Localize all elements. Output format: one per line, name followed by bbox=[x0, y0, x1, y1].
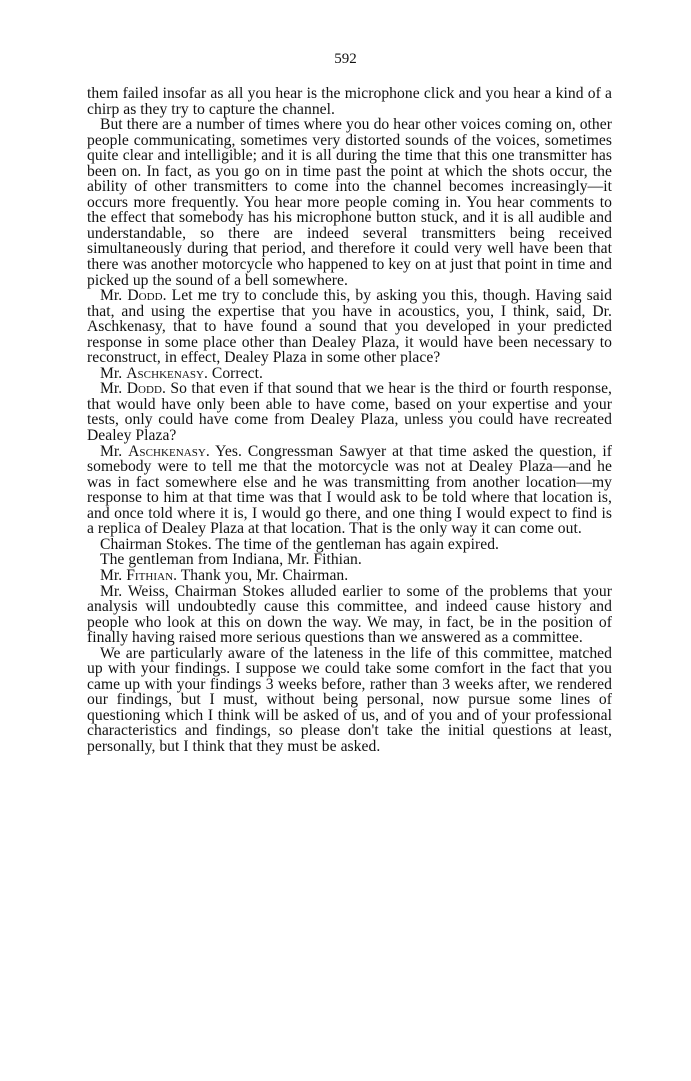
paragraph-text: . Thank you, Mr. Chairman. bbox=[173, 566, 349, 584]
paragraph-text: . Correct. bbox=[203, 364, 263, 382]
speaker-name: Dodd bbox=[126, 380, 162, 398]
speaker-prefix: Mr. bbox=[100, 364, 127, 382]
paragraph-text: . So that even if that sound that we hear is the third or fourth response, that would have only been able to have come, based on your expertise and your tests, only could have come from Dealey Plaza, unless you could have recreated Dealey Plaza? bbox=[87, 380, 612, 445]
paragraph-text: The gentleman from Indiana, Mr. Fithian. bbox=[100, 551, 362, 569]
transcript-body bbox=[87, 86, 612, 755]
paragraph-aschkenasy-correct bbox=[87, 366, 612, 382]
paragraph-aschkenasy-answer bbox=[87, 444, 612, 537]
speaker-prefix: Mr. bbox=[100, 442, 129, 460]
speaker-name: Fithian bbox=[126, 566, 174, 584]
paragraph-text: Chairman Stokes. The time of the gentleman has again expired. bbox=[100, 535, 499, 553]
page-number: 592 bbox=[334, 51, 357, 67]
paragraph-text: But there are a number of times where you do hear other voices coming on, other people communicating, sometimes very distorted sounds of the voices, sometimes quite clear and intelligible; and it is all during the time that this one transmitter has been on. In fact, as you go on in time past the point at which the shots occur, the ability of other transmitters to come into the channel becomes increasingly—it occurs more frequently. You hear more people coming in. You hear comments to the effect that somebody has his microphone button stuck, and it is all audible and understandable, so there are indeed several transmitters being received simultaneously during that period, and therefore it could very well have been that there was another motorcycle who happened to key on at just that point in time and picked up the sound of a bell somewhere. bbox=[87, 116, 612, 289]
speaker-name: Dodd bbox=[127, 287, 163, 305]
paragraph-fithian-thanks bbox=[87, 568, 612, 584]
speaker-name: Aschkenasy bbox=[128, 442, 206, 460]
paragraph-text: . Let me try to conclude this, by asking you this, though. Having said that, and using the expertise that you have in acoustics, you, I think, said, Dr. Aschkenasy, that to have found a sound that you developed in your predicted response in some place other than Dealey Plaza, it would have been necessary to reconstruct, in effect, Dealey Plaza in some other place? bbox=[87, 287, 612, 367]
paragraph-text: We are particularly aware of the lateness in the life of this committee, matched up with your findings. I suppose we could take some comfort in the fact that you came up with your findings 3 weeks before, rather than 3 weeks after, we rendered our findings, but I must, without being personal, now pursue some lines of questioning which I think will be asked of us, and of you and of your professional characteristics and findings, so please don't take the initial questions at least, personally, but I think that they must be asked. bbox=[87, 644, 612, 755]
speaker-prefix: Mr. bbox=[100, 287, 128, 305]
paragraph-dodd-question bbox=[87, 288, 612, 366]
paragraph-dodd-followup bbox=[87, 381, 612, 443]
paragraph-chairman-recognizes bbox=[87, 552, 612, 568]
speaker-prefix: Mr. bbox=[100, 566, 127, 584]
paragraph-text: them failed insofar as all you hear is the microphone click and you hear a kind of a chirp as they try to capture the channel. bbox=[87, 85, 612, 118]
speaker-prefix: Mr. bbox=[100, 380, 127, 398]
paragraph-text: Mr. Weiss, Chairman Stokes alluded earlier to some of the problems that your analysis will undoubtedly cause this committee, and indeed cause history and people who look at this on down the way. We may, in fact, be in the position of finally having raised more serious questions than we answered as a committee. bbox=[87, 582, 612, 647]
paragraph-text: . Yes. Congressman Sawyer at that time asked the question, if somebody were to tell me that the motorcycle was not at Dealey Plaza—and he was in fact somewhere else and he was transmitting from another location—my response to him at that time was that I would ask to be told where that location is, and once told where it is, I would go there, and one thing I would expect to find is a replica of Dealey Plaza at that location. That is the only way it can come out. bbox=[87, 442, 612, 538]
paragraph-fithian-lateness bbox=[87, 646, 612, 755]
paragraph-continuation bbox=[87, 86, 612, 117]
paragraph-transmitters bbox=[87, 117, 612, 288]
paragraph-fithian-weiss bbox=[87, 584, 612, 646]
speaker-name: Aschkenasy bbox=[126, 364, 204, 382]
paragraph-chairman-time bbox=[87, 537, 612, 553]
